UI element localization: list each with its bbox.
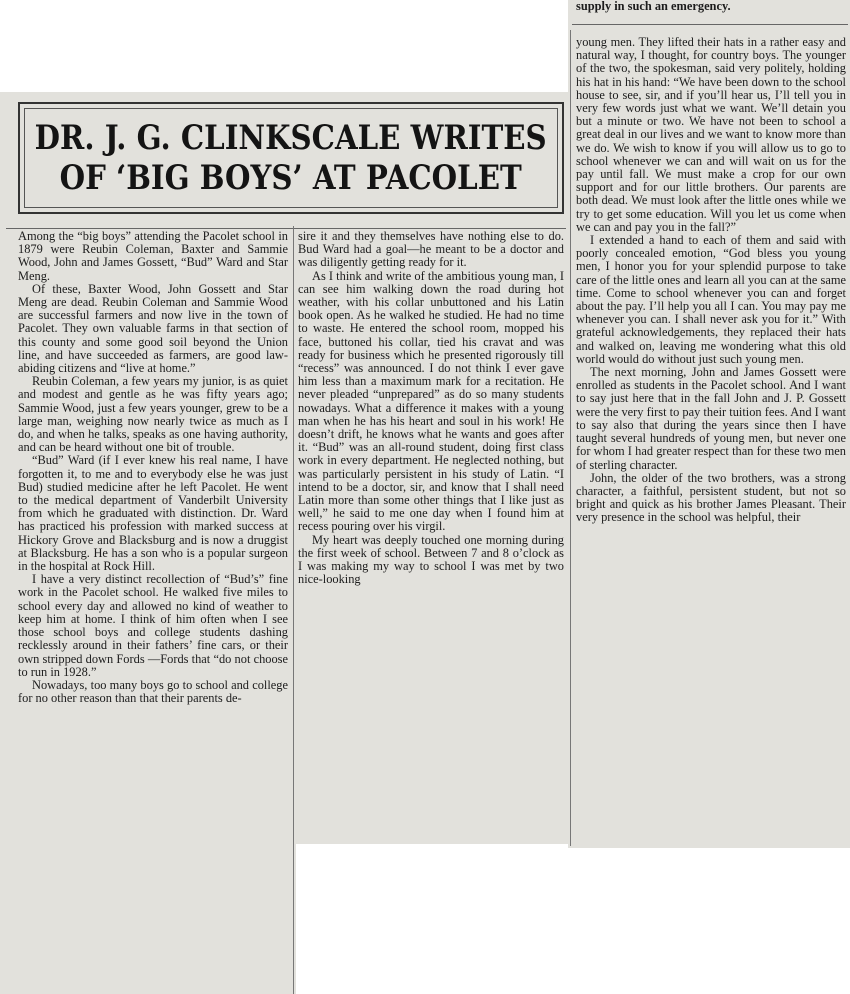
paragraph: Nowadays, too many boys go to school and college for no other reason than that their parents de- xyxy=(18,677,288,706)
article-column-2 xyxy=(298,230,564,840)
paragraph: Among the “big boys” attending the Pacolet school in 1879 were Reubin Coleman, Baxter and Sammie Wood, John and James Gossett, “Bud” Ward and Star Meng. xyxy=(18,230,288,283)
headline-line-1: DR. J. G. CLINKSCALE WRITES xyxy=(35,118,547,158)
paragraph: Reubin Coleman, a few years my junior, is as quiet and modest and gentle as he was fifty years ago; Sammie Wood, just a few years younger, grew to be a large man, weighing now nearly twice as much as I do, and when he talks, speaks as one having authority, and can be heard without one bit of trouble. xyxy=(18,374,288,455)
paragraph: sire it and they themselves have nothing else to do. Bud Ward had a goal—he meant to be a doctor and was diligently getting ready for it. xyxy=(298,230,564,270)
paragraph: As I think and write of the ambitious young man, I can see him walking down the road during hot weather, with his collar unbuttoned and his Latin book open. As he walked he studied. He had no time to waste. He entered the school room, mopped his face, buttoned his collar, tied his cravat and was ready for business which he presented rigorously till “recess” was announced. I do not think I ever gave him less than a maximum mark for a recitation. He never pleaded “unprepared” as do so many students nowadays. What a difference it makes with a young man when he has his heart and soul in his work! He doesn’t drift, he knows what he wants and goes after it. “Bud” was an all-round student, doing first class work in every department. He neglected nothing, but was particularly persistent in his study of Latin. “I intend to be a doctor, sir, and know that I shall need Latin more than some other things that I like just as well,” he said to me one day when I found him at recess pouring over his virgil. xyxy=(298,268,564,534)
right-column-top-rule xyxy=(572,24,848,25)
paragraph: My heart was deeply touched one morning during the first week of school. Between 7 and 8 o’clock as I was making my way to school I was met by two nice-looking xyxy=(298,532,564,587)
paragraph: I extended a hand to each of them and said with poorly concealed emotion, “God bless you young men, I honor you for your splendid purpose to take care of the little ones and learn all you can at the same time. Come to school whenever you can and forget about the pay. I’ll help you all I can. You may pay me whenever you can. I shall never ask you for it.” With grateful acknowledgements, they replaced their hats and walked on, leaving me wondering what this old world would do without just such young men. xyxy=(576,233,846,366)
article-column-1 xyxy=(18,230,288,980)
paragraph: Of these, Baxter Wood, John Gossett and Star Meng are dead. Reubin Coleman and Sammie Wood are successful farmers and now live in the town of Pacolet. They own valuable farms in that section of this county and some good soil beyond the Union line, and have succeeded as farmers, are good law-abiding citizens and “live at home.” xyxy=(18,281,288,376)
paragraph: young men. They lifted their hats in a rather easy and natural way, I thought, for country boys. The younger of the two, the spokesman, said very politely, holding his hat in his hand: “We have been down to the school house to see, sir, and if you’ll hear us, I’ll tell you in very few words just what we want. We’ll detain you but a minute or two. We have not been to school a great deal in our lives and we want to know more than we do. We wish to know if you will allow us to go to school whenever we can and will wait on us for the pay until fall. We must make a crop for our own support and for our little brothers. Our parents are both dead. We must look after the little ones while we try to get some education. Will you let us come when we can and pay you in the fall?” xyxy=(576,36,846,234)
paragraph: John, the older of the two brothers, was a strong character, a faithful, persistent student, but not so bright and quick as his brother James Pleasant. Their very presence in the school was helpful, their xyxy=(576,470,846,525)
paragraph: I have a very distinct recollection of “Bud’s” fine work in the Pacolet school. He walked five miles to school every day and allowed no kind of weather to keep him at home. I think of him often when I see those school boys and college students dashing recklessly around in their fathers’ fine cars, or their own stripped down Fords —Fords that “do not choose to run in 1928.” xyxy=(18,572,288,679)
paragraph: The next morning, John and James Gossett were enrolled as students in the Pacolet school. And I want to say just here that in the fall John and J. P. Gossett were the very first to pay their tuition fees. And I want to say also that during the years since then I have taught several hundreds of young men, but never one for whom I had greater respect than for these two men of sterling character. xyxy=(576,365,846,472)
top-snippet: supply in such an emergency. xyxy=(576,0,731,13)
column-rule-1 xyxy=(293,226,294,994)
article-column-3 xyxy=(576,36,846,846)
headline-line-2: OF ‘BIG BOYS’ AT PACOLET xyxy=(59,158,523,198)
headline-box xyxy=(18,102,564,214)
column-rule-2 xyxy=(570,30,571,846)
headline-rule xyxy=(6,228,566,229)
paragraph: “Bud” Ward (if I ever knew his real name, I have forgotten it, to me and to everybody else he was just Bud) studied medicine after he left Pacolet. He went to the medical department of Vanderbilt University from which he graduated with distinction. Dr. Ward has practiced his profession with marked success at Hickory Grove and Blacksburg and is now a druggist at Blacksburg. He has a son who is a popular surgeon in the hospital at Rock Hill. xyxy=(18,453,288,574)
